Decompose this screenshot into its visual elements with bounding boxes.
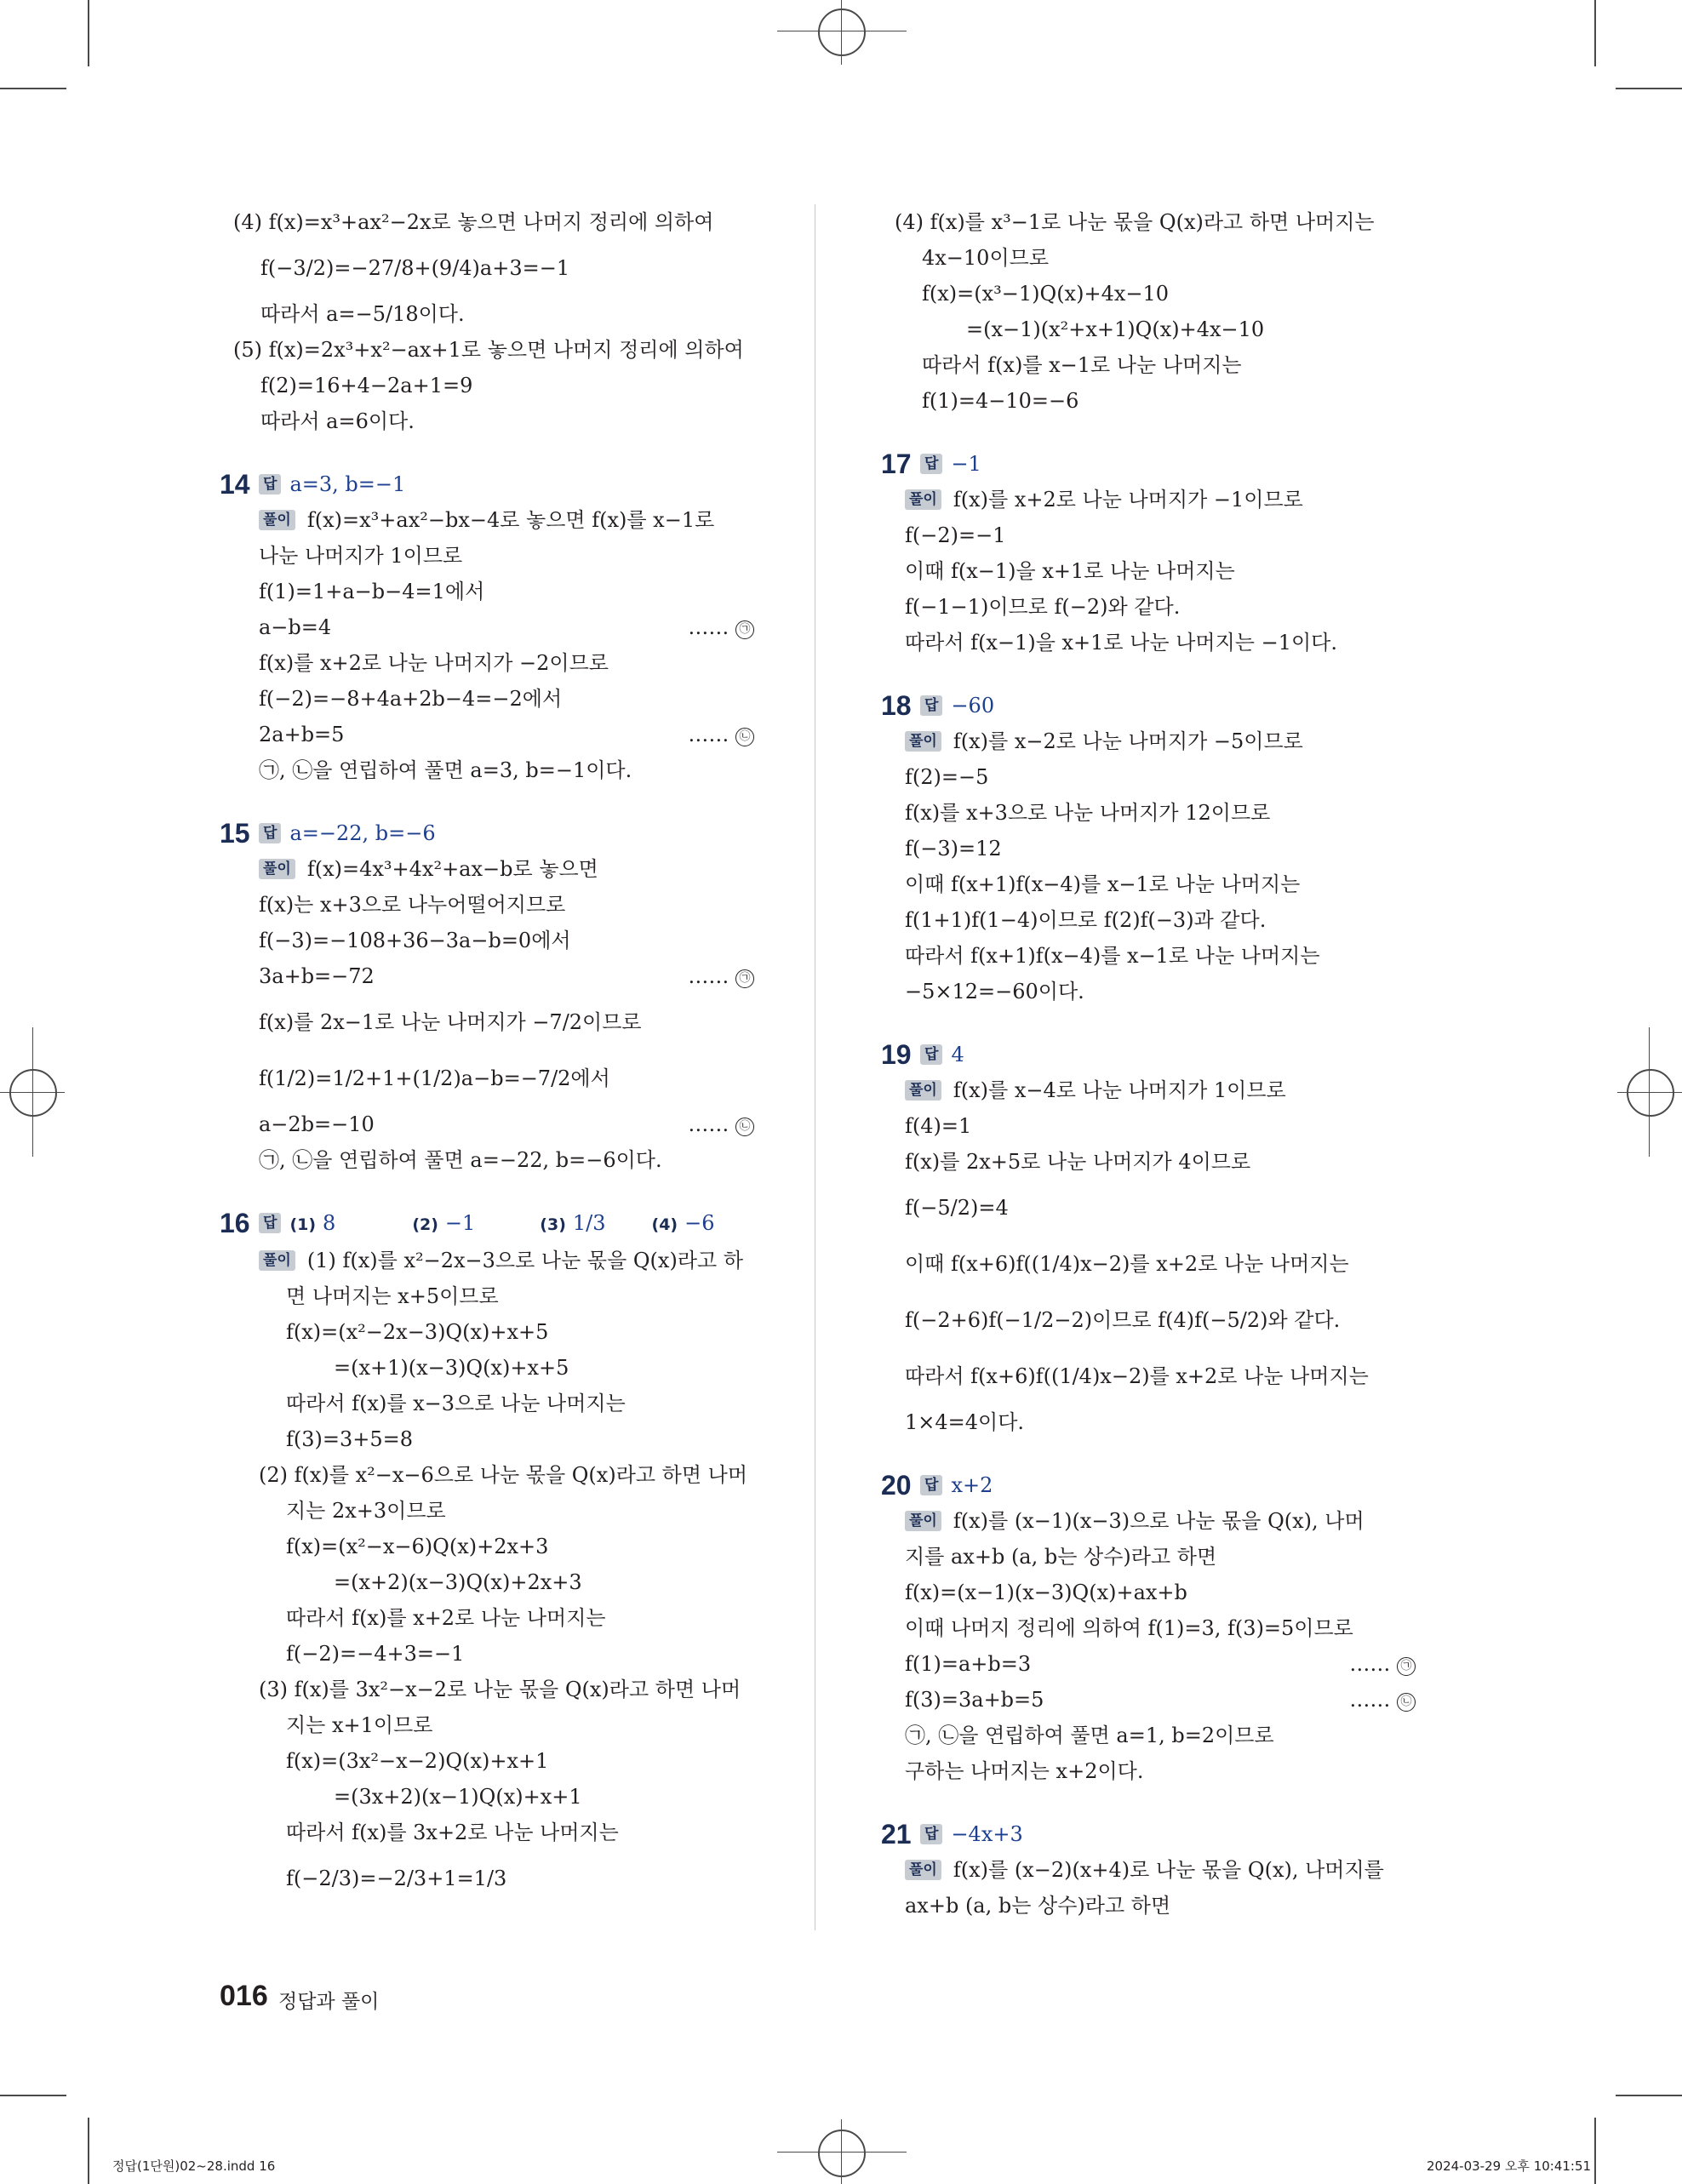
- equation-line: f(x)=(x−1)(x−3)Q(x)+ax+b: [905, 1581, 1187, 1604]
- text-line: 면 나머지는 x+5이므로: [286, 1284, 499, 1308]
- answer-line: [920, 1467, 1426, 1503]
- problem-14: [220, 466, 764, 788]
- text-line: 이때 나머지 정리에 의하여 f(1)=3, f(3)=5이므로: [905, 1616, 1353, 1640]
- circled-mark-icon: ㉠: [735, 620, 754, 639]
- text-line: 지는 2x+3이므로: [286, 1499, 446, 1523]
- answer-badge: 답: [920, 1824, 942, 1844]
- equation-line: f(1/2)=1/2+1+(1/2)a−b=−7/2에서: [259, 1066, 610, 1090]
- answer-value: −6: [684, 1211, 715, 1235]
- mark-dots: ……: [688, 723, 729, 746]
- equation-line: f(2)=−5: [905, 765, 989, 789]
- text-line: 이때 f(x+6)f((1/4)x−2)를 x+2로 나눈 나머지는: [905, 1252, 1349, 1276]
- text-line: 따라서 f(x)를 x+2로 나눈 나머지는: [286, 1606, 606, 1630]
- equation-line: f(−3)=12: [905, 837, 1002, 860]
- answer-label: (1): [289, 1215, 317, 1234]
- equation-line: [259, 609, 764, 645]
- explanation-line: [259, 1243, 764, 1278]
- equation-line: [905, 1646, 1426, 1682]
- explanation-line: [905, 1072, 1426, 1108]
- equation-line: f(2)=16+4−2a+1=9: [260, 374, 473, 397]
- equation-line: =(x−1)(x²+x+1)Q(x)+4x−10: [966, 317, 1265, 341]
- equation-line: f(1)=1+a−b−4=1에서: [259, 580, 485, 603]
- equation-line: [259, 958, 764, 994]
- explanation-text: f(x)를 x−4로 나눈 나머지가 1이므로: [953, 1078, 1286, 1102]
- explanation-text: f(x)를 (x−1)(x−3)으로 나눈 몫을 Q(x), 나머: [953, 1509, 1364, 1533]
- answer-badge: 답: [920, 1044, 942, 1065]
- problem-16: [220, 1205, 764, 1907]
- text-line: 이때 f(x+1)f(x−4)를 x−1로 나눈 나머지는: [905, 872, 1301, 896]
- answer-value: x+2: [951, 1473, 993, 1497]
- problem-15: [220, 815, 764, 1178]
- explanation-badge: 풀이: [259, 1250, 295, 1271]
- mark-dots: ……: [688, 1112, 729, 1136]
- answer-line: [920, 1037, 1426, 1072]
- answer-value: 1/3: [572, 1211, 606, 1235]
- conclusion-line: ㉠, ㉡을 연립하여 풀면 a=3, b=−1이다.: [259, 758, 632, 782]
- text-line: f(x)를 2x−1로 나눈 나머지가 −7/2이므로: [259, 1010, 642, 1034]
- text-line: f(x)를 x+2로 나눈 나머지가 −2이므로: [259, 651, 609, 675]
- equation-line: f(1)=4−10=−6: [922, 389, 1079, 413]
- equation-text: f(1)=a+b=3: [905, 1652, 1032, 1676]
- circled-mark-icon: ㉡: [735, 1118, 754, 1136]
- problem-number: 19: [881, 1039, 912, 1070]
- crop-mark: [1616, 2095, 1682, 2096]
- explanation-badge: 풀이: [259, 859, 295, 879]
- conclusion-line: 구하는 나머지는 x+2이다.: [905, 1759, 1144, 1783]
- equation-line: =(x+1)(x−3)Q(x)+x+5: [334, 1356, 569, 1380]
- mark-dots: ……: [688, 964, 729, 988]
- equation-text: a−b=4: [259, 615, 332, 639]
- text-line: 따라서 f(x+6)f((1/4)x−2)를 x+2로 나눈 나머지는: [905, 1364, 1369, 1388]
- explanation-text: f(x)를 x−2로 나눈 나머지가 −5이므로: [953, 729, 1303, 753]
- circled-mark-icon: ㉠: [1397, 1657, 1416, 1676]
- answer-line: [920, 688, 1426, 723]
- explanation-badge: 풀이: [905, 731, 941, 752]
- equation-line: [259, 717, 764, 752]
- answer-value: −1: [444, 1211, 476, 1235]
- problem-number: 18: [881, 690, 912, 721]
- explanation-line: [905, 723, 1426, 759]
- explanation-line: [905, 1852, 1426, 1888]
- problem-21: [881, 1816, 1426, 1924]
- explanation-text: f(x)를 x+2로 나눈 나머지가 −1이므로: [953, 488, 1303, 512]
- text-line: (2) f(x)를 x²−x−6으로 나눈 몫을 Q(x)라고 하면 나머: [259, 1463, 748, 1487]
- problem-19: [881, 1037, 1426, 1440]
- crop-mark: [0, 2095, 66, 2096]
- answer-label: (3): [540, 1215, 566, 1234]
- text-line: (5) f(x)=2x³+x²−ax+1로 놓으면 나머지 정리에 의하여: [233, 338, 744, 362]
- footer-title: 정답과 풀이: [278, 1991, 380, 2013]
- equation-line: f(−2)=−8+4a+2b−4=−2에서: [259, 687, 563, 711]
- equation-text: a−2b=−10: [259, 1112, 375, 1136]
- crop-mark: [88, 0, 89, 66]
- problem-number: 20: [881, 1470, 912, 1501]
- crop-mark: [88, 2118, 89, 2184]
- explanation-text: f(x)를 (x−2)(x+4)로 나눈 몫을 Q(x), 나머지를: [953, 1858, 1384, 1882]
- equation-text: 3a+b=−72: [259, 964, 375, 988]
- explanation-badge: 풀이: [905, 1860, 941, 1880]
- answer-line: [259, 466, 764, 502]
- text-line: 따라서 a=6이다.: [260, 409, 415, 433]
- text-line: f(1+1)f(1−4)이므로 f(2)f(−3)과 같다.: [905, 908, 1267, 932]
- explanation-badge: 풀이: [905, 489, 941, 510]
- explanation-text: f(x)=4x³+4x²+ax−b로 놓으면: [306, 857, 598, 881]
- registration-circle: [1627, 1069, 1674, 1117]
- answer-value: 4: [951, 1043, 964, 1066]
- explanation-text: (1) f(x)를 x²−2x−3으로 나눈 몫을 Q(x)라고 하: [306, 1249, 743, 1272]
- answer-line: [259, 1205, 764, 1243]
- crop-mark: [1616, 88, 1682, 89]
- problem-number: 17: [881, 449, 912, 479]
- registration-circle: [9, 1069, 57, 1117]
- equation-mark: [1349, 1682, 1416, 1718]
- answer-badge: 답: [259, 823, 281, 843]
- equation-text: 2a+b=5: [259, 723, 345, 746]
- text-line: (4) f(x)=x³+ax²−2x로 놓으면 나머지 정리에 의하여: [233, 210, 714, 234]
- text-line: 따라서 f(x)를 x−3으로 나눈 나머지는: [286, 1392, 626, 1415]
- explanation-badge: 풀이: [905, 1511, 941, 1531]
- text-line: f(x)는 x+3으로 나누어떨어지므로: [259, 893, 566, 917]
- slug-date: 2024-03-29 오후 10:41:51: [1427, 2158, 1592, 2174]
- equation-line: f(x)=(x²−x−6)Q(x)+2x+3: [286, 1535, 549, 1558]
- equation-mark: [688, 958, 754, 994]
- equation-line: [259, 1106, 764, 1142]
- problem-18: [881, 688, 1426, 1009]
- right-column: [881, 204, 1426, 1924]
- text-line: 따라서 f(x)를 x−1로 나눈 나머지는: [922, 353, 1242, 377]
- equation-text: f(3)=3a+b=5: [905, 1688, 1044, 1712]
- text-line: 나눈 나머지가 1이므로: [259, 544, 463, 568]
- equation-line: f(4)=1: [905, 1114, 972, 1138]
- equation-line: =(x+2)(x−3)Q(x)+2x+3: [334, 1570, 582, 1594]
- answer-value: −60: [951, 694, 995, 718]
- explanation-badge: 풀이: [905, 1080, 941, 1101]
- answer-value: 8: [323, 1211, 336, 1235]
- text-line: ax+b (a, b는 상수)라고 하면: [905, 1894, 1171, 1918]
- problem-number: 16: [220, 1208, 250, 1238]
- answer-badge: 답: [920, 454, 942, 474]
- answer-label: (4): [651, 1215, 678, 1234]
- text-line: f(−2+6)f(−1/2−2)이므로 f(4)f(−5/2)와 같다.: [905, 1308, 1341, 1332]
- answer-badge: 답: [920, 695, 942, 716]
- explanation-badge: 풀이: [259, 510, 295, 530]
- circled-mark-icon: ㉡: [1397, 1693, 1416, 1712]
- equation-mark: [688, 1106, 754, 1142]
- equation-line: f(−2)=−1: [905, 523, 1006, 547]
- text-line: f(x)를 x+3으로 나눈 나머지가 12이므로: [905, 801, 1271, 825]
- answer-line: [920, 1816, 1426, 1852]
- problem-number: 21: [881, 1819, 912, 1850]
- text-line: ㉠, ㉡을 연립하여 풀면 a=1, b=2이므로: [905, 1724, 1274, 1747]
- mark-dots: ……: [688, 615, 729, 639]
- equation-line: f(−3/2)=−27/8+(9/4)a+3=−1: [260, 256, 570, 280]
- text-line: (4) f(x)를 x³−1로 나눈 몫을 Q(x)라고 하면 나머지는: [895, 210, 1375, 234]
- text-line: 따라서 f(x+1)f(x−4)를 x−1로 나눈 나머지는: [905, 944, 1320, 968]
- answer-badge: 답: [259, 474, 281, 495]
- explanation-line: [259, 502, 764, 538]
- equation-line: f(x)=(x³−1)Q(x)+4x−10: [922, 282, 1170, 306]
- equation-line: f(−2/3)=−2/3+1=1/3: [286, 1867, 507, 1890]
- equation-line: f(−3)=−108+36−3a−b=0에서: [259, 929, 571, 952]
- answer-label: (2): [412, 1215, 438, 1234]
- answer-badge: 답: [259, 1213, 281, 1233]
- problem-number: 14: [220, 469, 250, 500]
- crop-mark: [1594, 2118, 1596, 2184]
- equation-line: [905, 1682, 1426, 1718]
- conclusion-line: ㉠, ㉡을 연립하여 풀면 a=−22, b=−6이다.: [259, 1148, 662, 1172]
- explanation-line: [905, 482, 1426, 517]
- equation-mark: [688, 717, 754, 752]
- crop-mark: [0, 88, 66, 89]
- text-line: f(−1−1)이므로 f(−2)와 같다.: [905, 595, 1181, 619]
- text-line: 따라서 f(x)를 3x+2로 나눈 나머지는: [286, 1821, 619, 1844]
- conclusion-line: −5×12=−60이다.: [905, 980, 1084, 1003]
- mark-dots: ……: [1349, 1652, 1391, 1676]
- explanation-line: [259, 851, 764, 887]
- explanation-line: [905, 1503, 1426, 1539]
- problem-number: 15: [220, 818, 250, 849]
- text-line: 지를 ax+b (a, b는 상수)라고 하면: [905, 1545, 1217, 1569]
- registration-circle: [818, 2130, 866, 2177]
- conclusion-line: 1×4=4이다.: [905, 1410, 1025, 1434]
- registration-circle: [818, 9, 866, 56]
- equation-line: f(−2)=−4+3=−1: [286, 1642, 465, 1666]
- problem-20: [881, 1467, 1426, 1789]
- text-line: 지는 x+1이므로: [286, 1713, 433, 1737]
- equation-mark: [1349, 1646, 1416, 1682]
- answer-value: −1: [951, 452, 981, 476]
- answer-value: −4x+3: [951, 1822, 1023, 1846]
- text-line: 이때 f(x−1)을 x+1로 나눈 나머지는: [905, 559, 1235, 583]
- answer-value: a=−22, b=−6: [289, 821, 436, 845]
- equation-mark: [688, 609, 754, 645]
- equation-line: f(3)=3+5=8: [286, 1427, 414, 1451]
- equation-line: f(x)=(3x²−x−2)Q(x)+x+1: [286, 1749, 549, 1773]
- equation-line: f(−5/2)=4: [905, 1196, 1009, 1220]
- mark-dots: ……: [1349, 1688, 1391, 1712]
- answer-value: a=3, b=−1: [289, 472, 406, 496]
- equation-line: =(3x+2)(x−1)Q(x)+x+1: [334, 1785, 582, 1809]
- answer-line: [259, 815, 764, 851]
- circled-mark-icon: ㉡: [735, 728, 754, 746]
- text-line: 4x−10이므로: [922, 246, 1050, 270]
- text-line: (3) f(x)를 3x²−x−2로 나눈 몫을 Q(x)라고 하면 나머: [259, 1678, 741, 1701]
- text-line: 따라서 a=−5/18이다.: [260, 302, 465, 326]
- equation-line: f(x)=(x²−2x−3)Q(x)+x+5: [286, 1320, 549, 1344]
- conclusion-line: 따라서 f(x−1)을 x+1로 나눈 나머지는 −1이다.: [905, 631, 1337, 655]
- page-number: 016: [220, 1980, 268, 2012]
- slug-file: 정답(1단원)02~28.indd 16: [112, 2158, 276, 2174]
- problem-17: [881, 446, 1426, 660]
- crop-mark: [1594, 0, 1596, 66]
- explanation-text: f(x)=x³+ax²−bx−4로 놓으면 f(x)를 x−1로: [306, 508, 715, 532]
- circled-mark-icon: ㉠: [735, 969, 754, 988]
- text-line: f(x)를 2x+5로 나눈 나머지가 4이므로: [905, 1150, 1251, 1174]
- answer-line: [920, 446, 1426, 482]
- answer-badge: 답: [920, 1475, 942, 1495]
- left-column: [220, 204, 764, 1907]
